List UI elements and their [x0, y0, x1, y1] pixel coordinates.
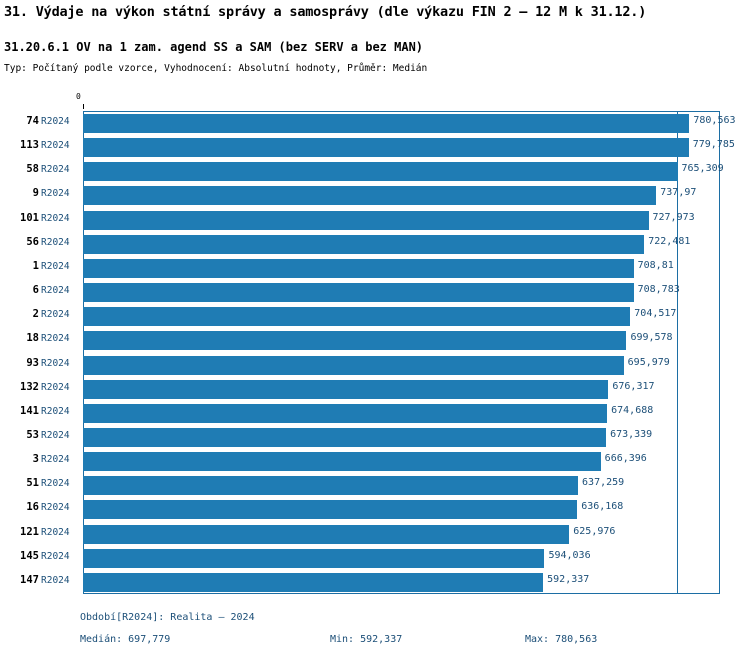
chart-bar-row[interactable]: [83, 304, 720, 329]
category-row: [0, 280, 83, 305]
category-id-label: 58: [26, 163, 39, 176]
category-row: [0, 497, 83, 522]
category-period-label: R2024: [41, 285, 70, 297]
chart-bar-value-label: 592,337: [547, 573, 590, 585]
category-id-label: 121: [20, 525, 39, 538]
category-id-label: 18: [26, 332, 39, 345]
chart-bar-row[interactable]: [83, 328, 720, 353]
chart-bar-value-label: 780,563: [693, 115, 736, 126]
chart-bar-row[interactable]: [83, 425, 720, 450]
chart-bar[interactable]: [83, 211, 649, 230]
axis-zero-label: 0: [76, 92, 81, 101]
chart-bar-value-label: 708,81: [637, 259, 674, 271]
category-row: [0, 401, 83, 426]
category-row: [0, 232, 83, 257]
chart-bar[interactable]: [83, 428, 606, 447]
category-period-label: R2024: [41, 333, 70, 345]
category-period-label: R2024: [41, 574, 70, 586]
chart-bar-row[interactable]: [83, 353, 720, 378]
category-row: [0, 256, 83, 281]
category-id-label: 16: [26, 501, 39, 514]
category-id-label: 147: [20, 573, 39, 586]
category-period-label: R2024: [41, 260, 70, 272]
chart-bar-value-label: 708,783: [637, 284, 680, 296]
category-row: [0, 208, 83, 233]
chart-bar[interactable]: [83, 476, 578, 495]
chart-bar[interactable]: [83, 380, 608, 399]
chart-bar-value-label: 737,97: [660, 187, 697, 199]
category-period-label: R2024: [41, 454, 70, 466]
chart-bar-value-label: 779,785: [692, 139, 735, 151]
category-row: [0, 522, 83, 547]
chart-subtitle: 31.20.6.1 OV na 1 zam. agend SS a SAM (bez SERV a bez MAN): [4, 40, 424, 54]
chart-plot-area: [83, 111, 736, 594]
category-period-label: R2024: [41, 502, 70, 514]
chart-bar[interactable]: [83, 138, 689, 157]
chart-bar-row[interactable]: [83, 183, 720, 208]
chart-bar-row[interactable]: [83, 232, 720, 257]
chart-bar[interactable]: [83, 114, 689, 133]
category-row: [0, 570, 83, 595]
category-period-label: R2024: [41, 550, 70, 562]
axis-tick-zero: [83, 104, 84, 109]
chart-bar-value-label: 636,168: [581, 501, 624, 513]
category-period-label: R2024: [41, 116, 70, 127]
category-period-label: R2024: [41, 164, 70, 176]
chart-type-line: Typ: Počítaný podle vzorce, Vyhodnocení: Absolutní hodnoty, Průměr: Medián: [4, 63, 428, 74]
chart-bar[interactable]: [83, 573, 543, 592]
chart-bar-row[interactable]: [83, 208, 720, 233]
category-id-label: 145: [20, 549, 39, 562]
category-row: [0, 159, 83, 184]
chart-bar[interactable]: [83, 500, 577, 519]
chart-bar-value-label: 637,259: [582, 477, 625, 489]
category-id-label: 93: [26, 356, 39, 369]
category-id-label: 101: [20, 211, 39, 224]
category-row: [0, 183, 83, 208]
chart-bar-value-label: 727,973: [652, 211, 695, 223]
chart-bar-value-label: 699,578: [630, 332, 673, 344]
chart-bar-value-label: 666,396: [604, 453, 647, 465]
category-row: [0, 328, 83, 353]
category-row: [0, 377, 83, 402]
category-row: [0, 425, 83, 450]
category-period-label: R2024: [41, 405, 70, 417]
category-period-label: R2024: [41, 478, 70, 490]
chart-bar[interactable]: [83, 404, 607, 423]
category-id-label: 6: [32, 284, 39, 297]
category-period-label: R2024: [41, 309, 70, 321]
chart-bar[interactable]: [83, 283, 634, 302]
category-period-label: R2024: [41, 526, 70, 538]
legend-median: Medián: 697,779: [80, 634, 171, 645]
category-id-label: 53: [26, 428, 39, 441]
category-period-label: R2024: [41, 381, 70, 393]
category-id-label: 74: [26, 115, 39, 127]
chart-bar-value-label: 674,688: [611, 404, 654, 416]
chart-bar-value-label: 722,481: [648, 235, 691, 247]
chart-bar-row[interactable]: [83, 377, 720, 402]
chart-bar-value-label: 765,309: [681, 163, 724, 175]
chart-bar[interactable]: [83, 331, 626, 350]
chart-bar-row[interactable]: [83, 570, 720, 595]
chart-bar[interactable]: [83, 235, 644, 254]
category-period-label: R2024: [41, 429, 70, 441]
chart-bar-row[interactable]: [83, 497, 720, 522]
chart-bar[interactable]: [83, 186, 656, 205]
chart-bar-row[interactable]: [83, 280, 720, 305]
chart-bar-row[interactable]: [83, 135, 735, 160]
category-id-label: 3: [32, 453, 39, 466]
category-id-label: 141: [20, 404, 39, 417]
category-row: [0, 473, 83, 498]
category-id-label: 1: [32, 259, 39, 272]
chart-bar-row[interactable]: [83, 546, 720, 571]
chart-bar[interactable]: [83, 356, 624, 375]
category-period-label: R2024: [41, 236, 70, 248]
category-id-label: 132: [20, 380, 39, 393]
category-row: [0, 546, 83, 571]
chart-bar-row[interactable]: [83, 522, 720, 547]
category-row: [0, 449, 83, 474]
legend-min: Min: 592,337: [330, 634, 403, 645]
category-id-label: 56: [26, 235, 39, 248]
chart-bar-row[interactable]: [83, 449, 720, 474]
chart-bar[interactable]: [83, 307, 630, 326]
chart-bar-row[interactable]: [83, 111, 736, 136]
category-axis: [0, 111, 83, 594]
category-row: [0, 304, 83, 329]
chart-bar-row[interactable]: [83, 256, 720, 281]
chart-bar-value-label: 625,976: [573, 525, 616, 537]
chart-bar-value-label: 676,317: [612, 380, 655, 392]
chart-bar[interactable]: [83, 259, 634, 278]
chart-bar-row[interactable]: [83, 473, 720, 498]
category-period-label: R2024: [41, 212, 70, 224]
chart-bar-value-label: 704,517: [634, 308, 677, 320]
chart-bar[interactable]: [83, 452, 601, 471]
category-period-label: R2024: [41, 188, 70, 200]
chart-bar-value-label: 594,036: [548, 549, 591, 561]
category-id-label: 51: [26, 477, 39, 490]
chart-bar-row[interactable]: [83, 159, 724, 184]
category-row: [0, 135, 83, 160]
category-period-label: R2024: [41, 140, 70, 152]
category-id-label: 113: [20, 139, 39, 152]
page-title: 31. Výdaje na výkon státní správy a samosprávy (dle výkazu FIN 2 – 12 M k 31.12.): [4, 4, 647, 20]
chart-bar-value-label: 673,339: [610, 428, 653, 440]
chart-bar[interactable]: [83, 525, 569, 544]
chart-bar-row[interactable]: [83, 401, 720, 426]
chart-bar[interactable]: [83, 549, 544, 568]
category-id-label: 2: [32, 308, 39, 321]
chart-bar-value-label: 695,979: [627, 356, 670, 368]
legend-period: Období[R2024]: Realita – 2024: [80, 612, 255, 623]
category-period-label: R2024: [41, 357, 70, 369]
category-row: [0, 111, 83, 136]
category-id-label: 9: [32, 187, 39, 200]
legend-max: Max: 780,563: [525, 634, 598, 645]
chart-bar[interactable]: [83, 162, 678, 181]
category-row: [0, 353, 83, 378]
